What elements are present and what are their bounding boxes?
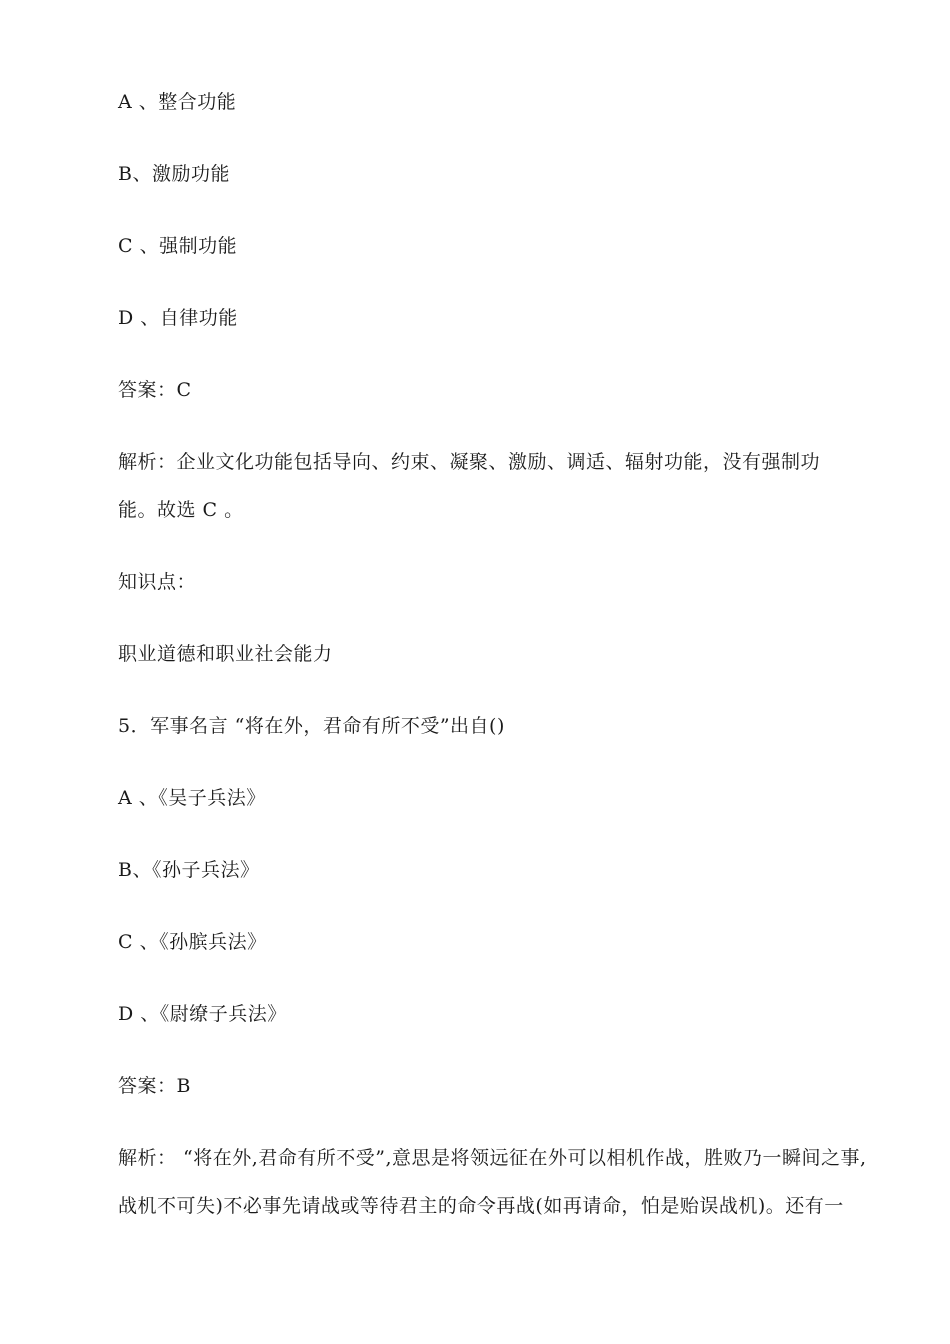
q5-option-d: D 、《尉缭子兵法》: [118, 1003, 287, 1025]
q4-option-c: C 、强制功能: [118, 235, 238, 257]
q5-analysis-line-1: 解析： “将在外,君命有所不受”,意思是将领远征在外可以相机作战，胜败乃一瞬间之事,: [118, 1147, 867, 1169]
q4-option-d: D 、自律功能: [118, 307, 238, 329]
q4-knowledge-label: 知识点：: [118, 571, 197, 593]
q4-knowledge-value: 职业道德和职业社会能力: [118, 643, 333, 665]
q5-answer: 答案：B: [118, 1075, 191, 1097]
q4-option-a: A 、整合功能: [118, 91, 237, 113]
q4-answer: 答案：C: [118, 379, 192, 401]
q5-option-a: A 、《吴子兵法》: [118, 787, 266, 809]
q5-option-c: C 、《孙膑兵法》: [118, 931, 267, 953]
q5-analysis-line-2: 战机不可失)不必事先请战或等待君主的命令再战(如再请命，怕是贻误战机)。还有一: [118, 1195, 844, 1217]
q5-option-b: B、《孙子兵法》: [118, 859, 260, 881]
q4-analysis-line-1: 解析：企业文化功能包括导向、约束、凝聚、激励、调适、辐射功能，没有强制功: [118, 451, 821, 473]
q5-question: 5．军事名言 “将在外，君命有所不受”出自(): [118, 715, 505, 737]
q4-option-b: B、激励功能: [118, 163, 230, 185]
q4-analysis-line-2: 能。故选 C 。: [118, 499, 244, 521]
